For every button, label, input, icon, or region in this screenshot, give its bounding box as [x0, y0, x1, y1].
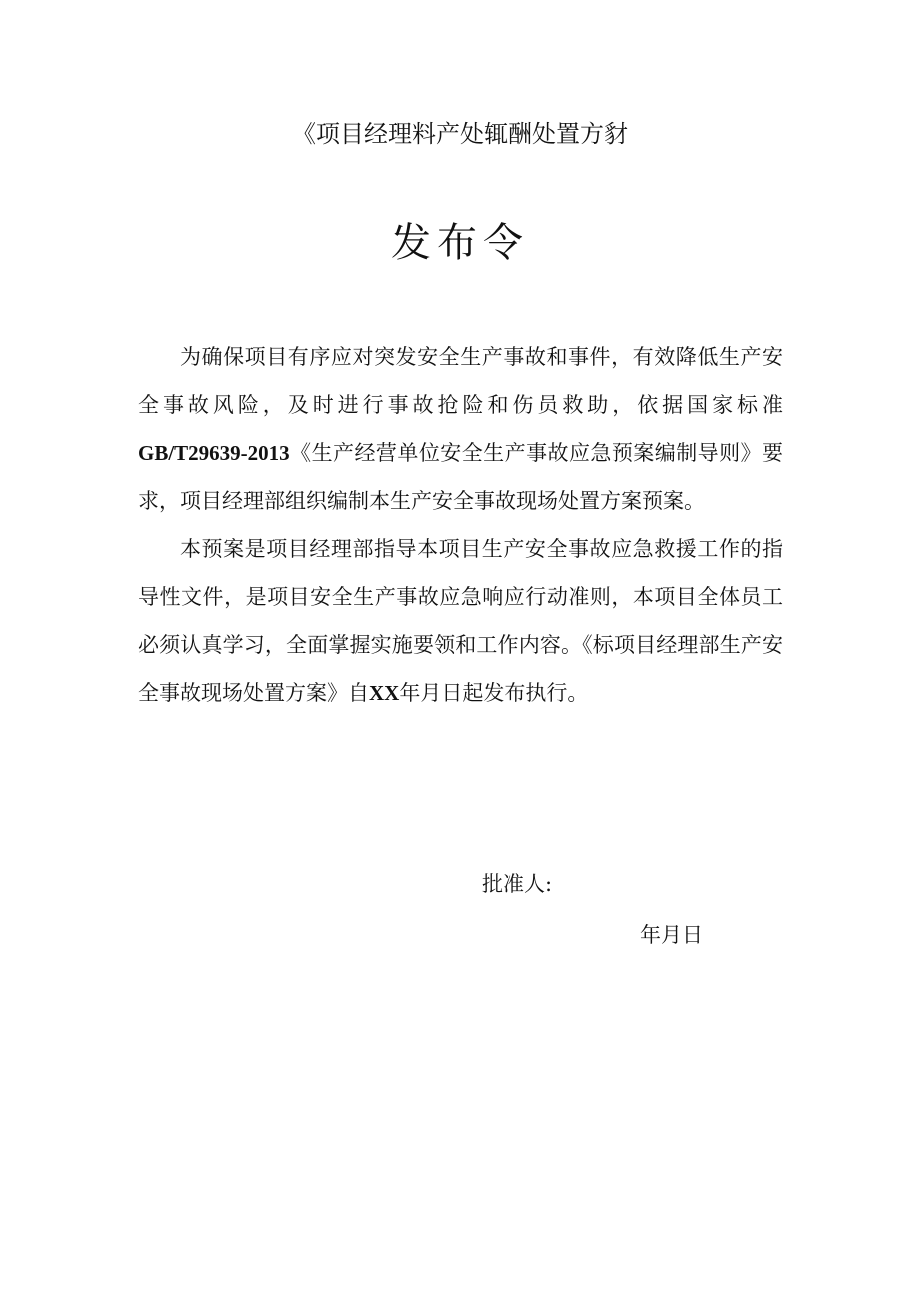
approver-label: 批准人:	[482, 872, 553, 896]
date-label: 年月日	[640, 923, 703, 947]
paragraph-scope	[138, 525, 783, 717]
year-placeholder: XX	[369, 681, 400, 705]
release-order-heading: 发布令	[391, 220, 529, 266]
standard-code: GB/T29639-2013	[138, 441, 290, 465]
paragraph-scope-text-2: 年月日起发布执行。	[399, 681, 589, 705]
paragraph-purpose	[138, 333, 783, 525]
paragraph-scope-text-1: 本预案是项目经理部指导本项目生产安全事故应急救援工作的指导性文件，是项目安全生产事故应急响应行动准则，本项目全体员工必须认真学习，全面掌握实施要领和工作内容。《标项目经理部生产安全事故现场处置方案》自	[138, 537, 783, 705]
paragraph-purpose-text-1: 为确保项目有序应对突发安全生产事故和事件，有效降低生产安全事故风险，及时进行事故抢险和伤员救助，依据国家标准	[138, 345, 783, 417]
document-body	[138, 333, 783, 717]
paragraph-purpose-text-2: 《生产经营单位安全生产事故应急预案编制导则》要求，项目经理部组织编制本生产安全事故现场处置方案预案。	[138, 441, 783, 513]
document-title: 《项目经理料产处辄酬处置方豺	[292, 120, 628, 148]
